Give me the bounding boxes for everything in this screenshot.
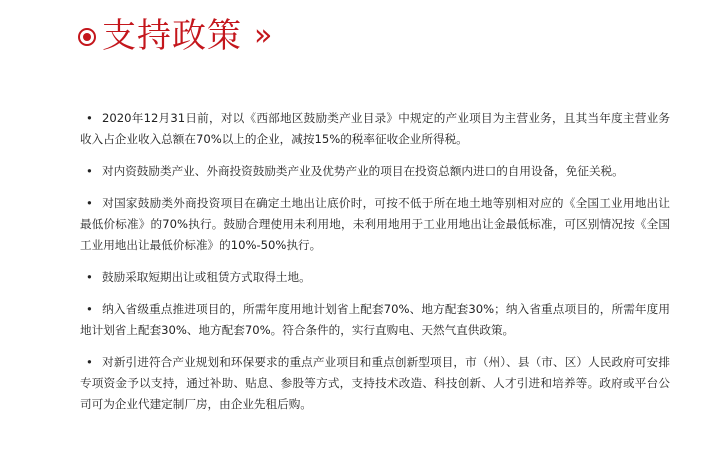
policy-item	[80, 108, 670, 150]
policy-text: 对国家鼓励类外商投资项目在确定土地出让底价时，可按不低于所在地土地等别相对应的《全国工业用地出让最低价标准》的70%执行。鼓励合理使用未利用地，未利用地用于工业用地出让金最低标准，可区别情况按《全国工业用地出让最低价标准》的10%-50%执行。	[80, 196, 670, 252]
policy-text: 2020年12月31日前，对以《西部地区鼓励类产业目录》中规定的产业项目为主营业务，且其当年度主营业务收入占企业收入总额在70%以上的企业，减按15%的税率征收企业所得税。	[80, 111, 670, 146]
double-chevron-right-icon: »	[254, 18, 273, 53]
policy-text: 鼓励采取短期出让或租赁方式取得土地。	[102, 270, 311, 284]
bullet-icon: •	[86, 196, 93, 210]
policy-list	[80, 108, 670, 426]
policy-item	[80, 161, 670, 182]
policy-text: 对新引进符合产业规划和环保要求的重点产业项目和重点创新型项目，市（州）、县（市、区）人民政府可安排专项资金予以支持，通过补助、贴息、参股等方式，支持技术改造、科技创新、人才引进和培养等。政府或平台公司可为企业代建定制厂房，由企业先租后购。	[80, 355, 670, 411]
policy-text: 对内资鼓励类产业、外商投资鼓励类产业及优势产业的项目在投资总额内进口的自用设备，免征关税。	[102, 164, 624, 178]
bullet-icon: •	[86, 302, 93, 316]
policy-item	[80, 267, 670, 288]
circle-dot-icon	[78, 28, 96, 46]
circle-dot-inner	[83, 33, 91, 41]
policy-item	[80, 193, 670, 256]
bullet-icon: •	[86, 270, 93, 284]
bullet-icon: •	[86, 164, 93, 178]
bullet-icon: •	[86, 355, 93, 369]
page-title: 支持政策	[102, 16, 242, 56]
bullet-icon: •	[86, 111, 93, 125]
policy-item	[80, 299, 670, 341]
policy-item	[80, 352, 670, 415]
section-header	[78, 12, 272, 60]
policy-text: 纳入省级重点推进项目的，所需年度用地计划省上配套70%、地方配套30%；纳入省重点项目的，所需年度用地计划省上配套30%、地方配套70%。符合条件的，实行直购电、天然气直供政策。	[80, 302, 670, 337]
